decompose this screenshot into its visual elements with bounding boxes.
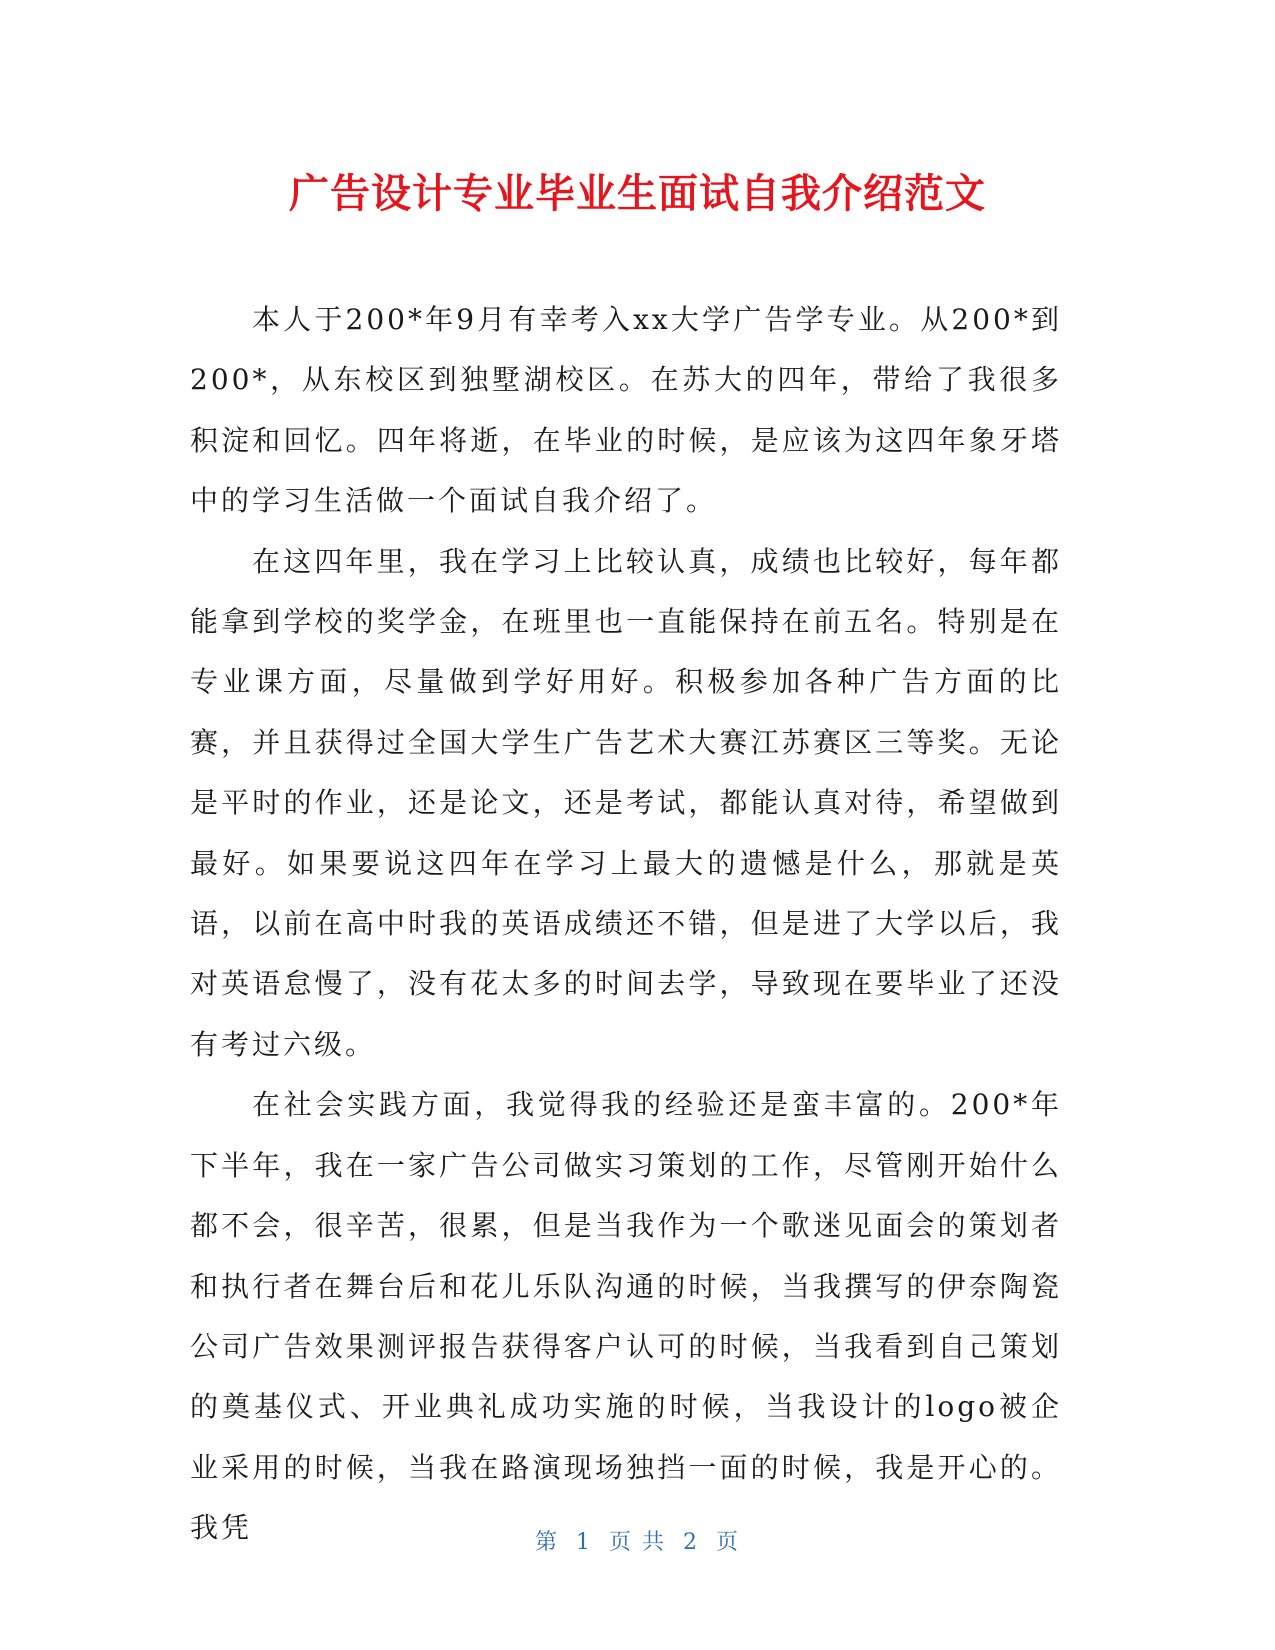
document-body [190,290,1062,1559]
total-page-count: 2 [683,1530,699,1555]
paragraph: 本人于200*年9月有幸考入xx大学广告学专业。从200*到200*，从东校区到独墅湖校区。在苏大的四年，带给了我很多积淀和回忆。四年将逝，在毕业的时候，是应该为这四年象牙塔中的学习生活做一个面试自我介绍了。 [190,303,1062,518]
document-title: 广告设计专业毕业生面试自我介绍范文 [289,171,986,217]
page-footer [0,1525,1275,1556]
current-page-number: 1 [576,1530,592,1555]
footer-middle: 页 共 [609,1530,666,1555]
paragraph: 在社会实践方面，我觉得我的经验还是蛮丰富的。200*年下半年，我在一家广告公司做实习策划的工作，尽管刚开始什么都不会，很辛苦，很累，但是当我作为一个歌迷见面会的策划者和执行者在舞台后和花儿乐队沟通的时候，当我撰写的伊奈陶瓷公司广告效果测评报告获得客户认可的时候，当我看到自己策划的奠基仪式、开业典礼成功实施的时候，当我设计的logo被企业采用的时候，当我在路演现场独挡一面的时候，我是开心的。我凭 [190,1088,1062,1545]
paragraph: 在这四年里，我在学习上比较认真，成绩也比较好，每年都能拿到学校的奖学金，在班里也一直能保持在前五名。特别是在专业课方面，尽量做到学好用好。积极参加各种广告方面的比赛，并且获得过全国大学生广告艺术大赛江苏赛区三等奖。无论是平时的作业，还是论文，还是考试，都能认真对待，希望做到最好。如果要说这四年在学习上最大的遗憾是什么，那就是英语，以前在高中时我的英语成绩还不错，但是进了大学以后，我对英语怠慢了，没有花太多的时间去学，导致现在要毕业了还没有考过六级。 [190,544,1062,1061]
footer-suffix: 页 [716,1530,741,1555]
footer-prefix: 第 [534,1530,559,1555]
